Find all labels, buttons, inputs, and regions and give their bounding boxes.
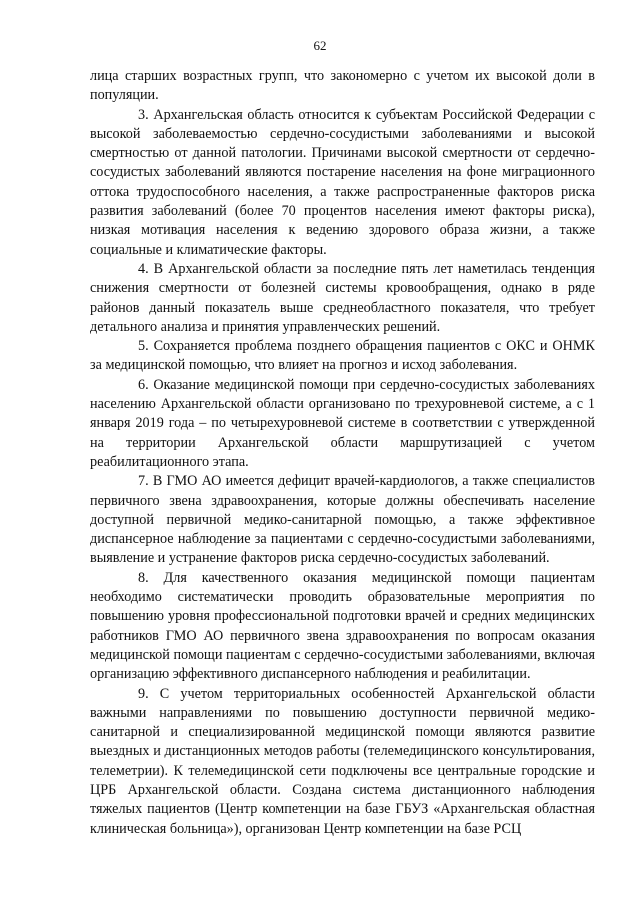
paragraph-6: 6. Оказание медицинской помощи при сердечно-сосудистых заболеваниях населению Архангельской области организовано по трехуровневой системе, а с 1 января 2019 года – по четырехуровневой системе в соответствии с утвержденной на территории Архангельской области маршрутизацией с учетом реабилитационного этапа. xyxy=(90,376,595,470)
paragraph-5: 5. Сохраняется проблема позднего обращения пациентов с ОКС и ОНМК за медицинской помощью, что влияет на прогноз и исход заболевания. xyxy=(90,338,595,374)
paragraph-4: 4. В Архангельской области за последние пять лет наметилась тенденция снижения смертности от болезней системы кровообращения, однако в ряде районов данный показатель выше среднеобластного показателя, что требует детального анализа и принятия управленческих решений. xyxy=(90,260,595,335)
paragraph-7: 7. В ГМО АО имеется дефицит врачей-кардиологов, а также специалистов первичного звена здравоохранения, которые должны обеспечивать население доступной первичной медико-санитарной помощью, а также эффективное диспансерное наблюдение за пациентами с сердечно-сосудистыми заболеваниями, выявление и устранение факторов риска сердечно-сосудистых заболеваний. xyxy=(90,473,595,567)
page-number: 62 xyxy=(313,38,327,53)
paragraph-3: 3. Архангельская область относится к субъектам Российской Федерации с высокой заболеваемостью сердечно-сосудистыми заболеваниями и высокой смертностью от данной патологии. Причинами высокой смертности от сердечно-сосудистых заболеваний являются постарение населения на фоне миграционного оттока трудоспособного населения, а также распространенные факторов риска развития заболеваний (более 70 процентов населения имеют факторы риска), низкая мотивация населения к ведению здорового образа жизни, а также социальные и климатические факторы. xyxy=(90,106,595,258)
document-body xyxy=(90,67,595,839)
paragraph-8: 8. Для качественного оказания медицинской помощи пациентам необходимо систематически проводить образовательные мероприятия по повышению уровня профессиональной подготовки врачей и средних медицинских работников ГМО АО первичного звена здравоохранения по вопросам оказания медицинской помощи пациентам с сердечно-сосудистыми заболеваниями, включая организацию эффективного диспансерного наблюдения и реабилитации. xyxy=(90,569,595,683)
paragraph-9: 9. С учетом территориальных особенностей Архангельской области важными направлениями по повышению доступности первичной медико-санитарной и специализированной медицинской помощи являются развитие выездных и дистанционных методов работы (телемедицинского консультирования, телеметрии). К телемедицинской сети подключены все центральные городские и ЦРБ Архангельской области. Создана система дистанционного наблюдения тяжелых пациентов (Центр компетенции на базе ГБУЗ «Архангельская областная клиническая больница»), организован Центр компетенции на базе РСЦ xyxy=(90,685,595,837)
paragraph-continuation: лица старших возрастных групп, что закономерно с учетом их высокой доли в популяции. xyxy=(90,68,595,104)
